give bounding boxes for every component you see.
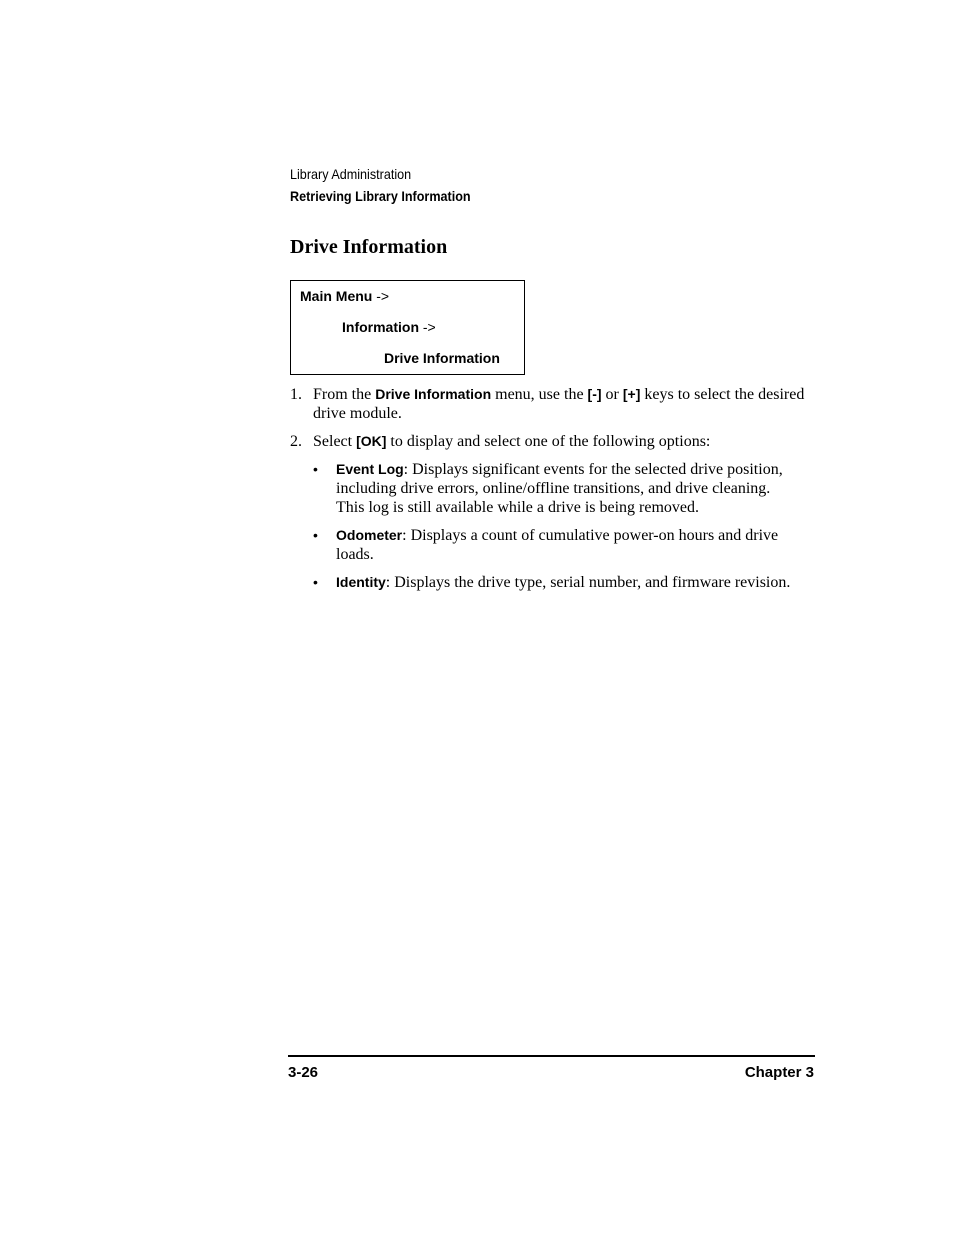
step-number: 1. xyxy=(290,386,302,403)
step-text: keys to select the desired drive module. xyxy=(313,386,805,422)
option-description: : Displays a count of cumulative power-on hours and drive loads. xyxy=(336,527,779,563)
option-description: : Displays the drive type, serial number, and firmware revision. xyxy=(385,574,791,591)
menu-path-level2-label: Information xyxy=(342,319,419,335)
option-event-log xyxy=(313,460,791,517)
running-header-chapter: Library Administration xyxy=(290,166,412,182)
step-text: From the xyxy=(313,386,376,403)
menu-path-box xyxy=(290,280,525,375)
menu-path-level3-label: Drive Information xyxy=(384,350,500,366)
bullet-icon: • xyxy=(313,461,318,477)
options-list xyxy=(313,460,810,592)
menu-path-level2 xyxy=(342,319,436,335)
bullet-icon: • xyxy=(313,527,318,543)
minus-key-keyword: [-] xyxy=(587,386,602,402)
step-number: 2. xyxy=(290,433,302,450)
step-1 xyxy=(290,385,810,423)
ok-key-keyword: [OK] xyxy=(356,433,387,449)
menu-path-level1 xyxy=(300,288,389,304)
option-name: Identity xyxy=(336,574,386,590)
menu-path-level1-arrow: -> xyxy=(372,288,390,304)
menu-keyword: Drive Information xyxy=(375,386,492,402)
option-identity xyxy=(313,573,791,592)
menu-path-level1-label: Main Menu xyxy=(300,288,373,304)
step-text: Select xyxy=(313,433,357,450)
page-number: 3-26 xyxy=(288,1064,319,1081)
menu-path-level3 xyxy=(384,350,500,366)
menu-path-level2-arrow: -> xyxy=(419,319,436,335)
step-2 xyxy=(290,432,810,592)
step-text: to display and select one of the following options: xyxy=(386,433,711,450)
step-text: or xyxy=(601,386,623,403)
steps-list xyxy=(290,385,810,601)
running-header-section: Retrieving Library Information xyxy=(290,188,471,204)
plus-key-keyword: [+] xyxy=(622,386,641,402)
option-description: : Displays significant events for the selected drive position, including drive errors, online/offline transitions, and drive cleaning. This log is still available while a drive is being removed. xyxy=(336,461,783,516)
footer-chapter: Chapter 3 xyxy=(744,1064,814,1081)
option-name: Odometer xyxy=(336,527,403,543)
step-text: menu, use the xyxy=(491,386,588,403)
option-name: Event Log xyxy=(336,461,404,477)
section-title: Drive Information xyxy=(290,236,448,258)
bullet-icon: • xyxy=(313,574,318,590)
option-odometer xyxy=(313,526,791,564)
footer-rule xyxy=(288,1055,815,1057)
